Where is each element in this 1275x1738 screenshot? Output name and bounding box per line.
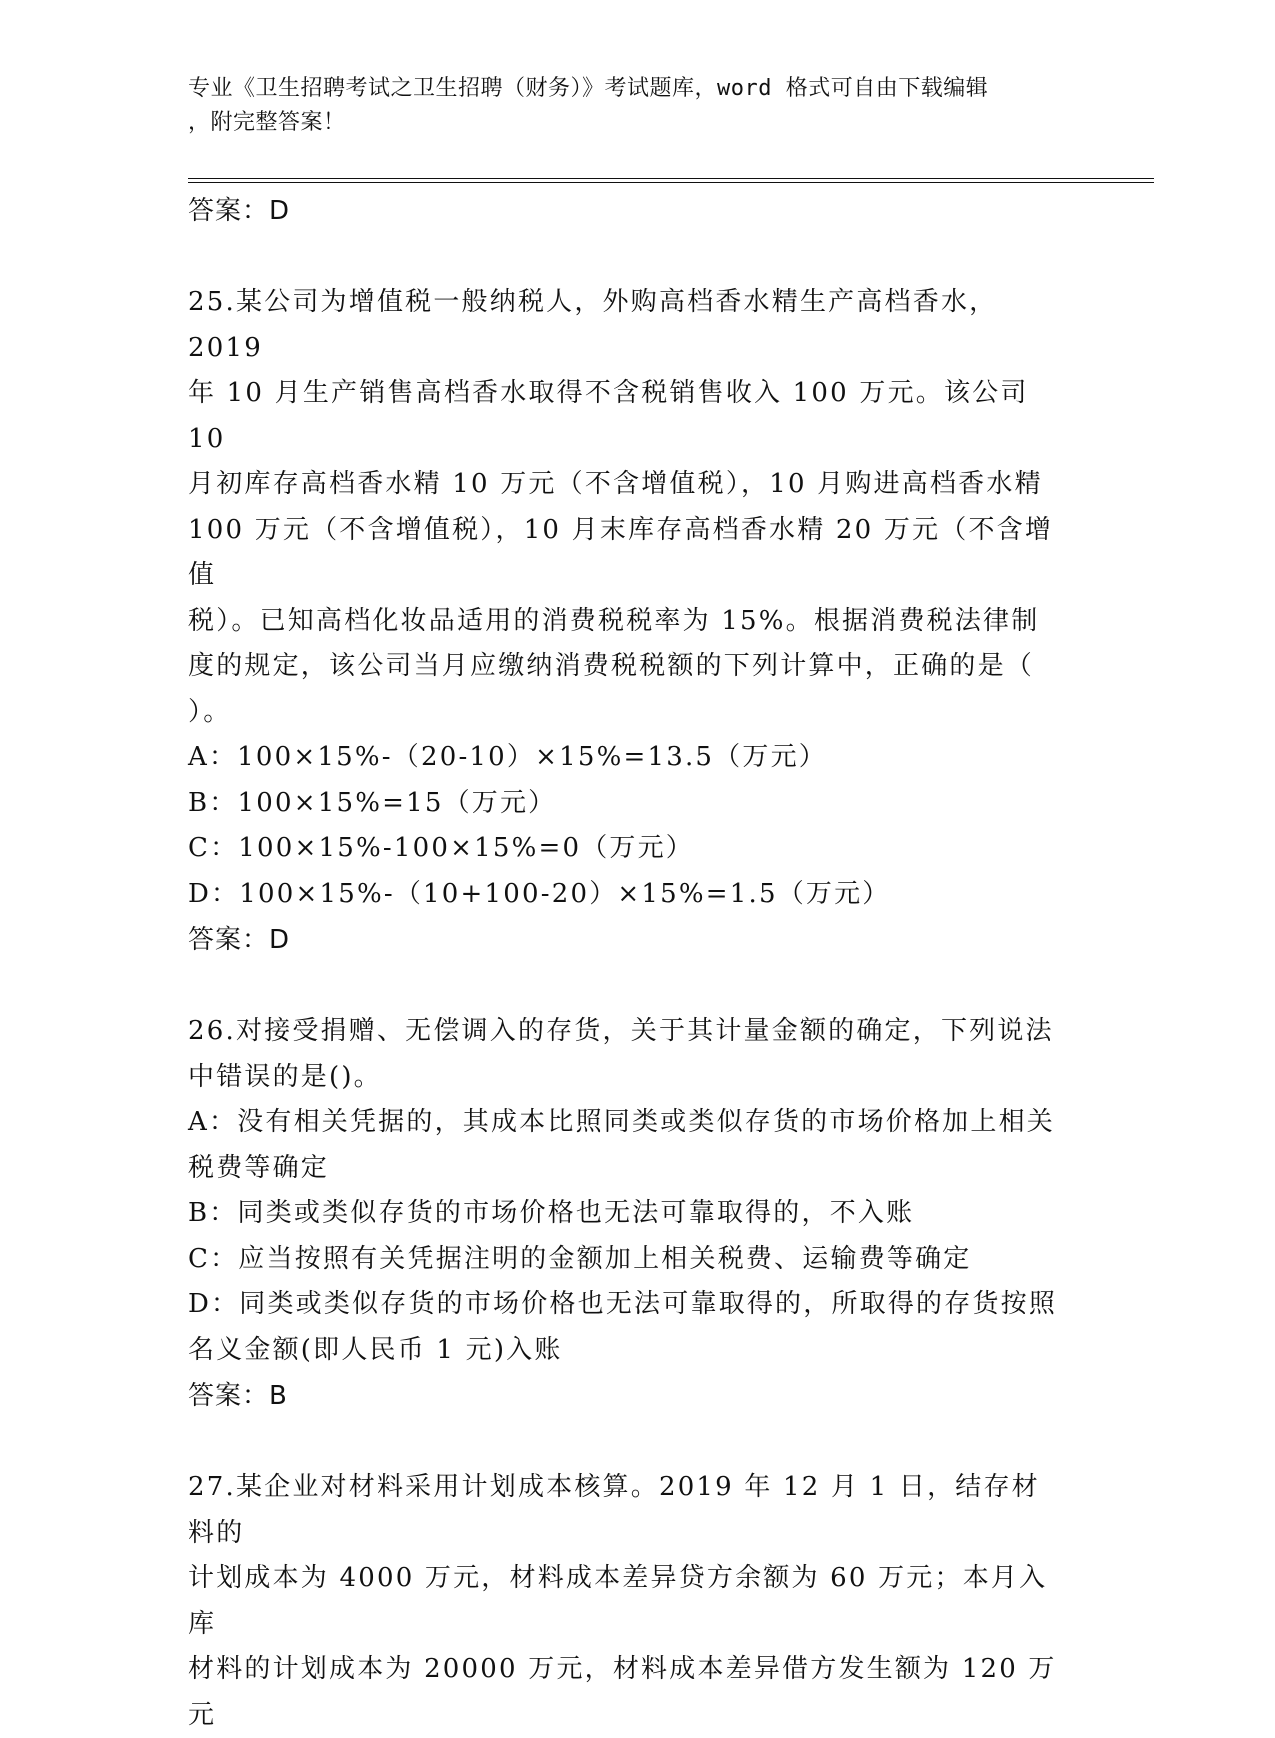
- previous-answer: 答案：D: [188, 196, 291, 226]
- option-a: A：没有相关凭据的，其成本比照同类或类似存货的市场价格加上相关: [188, 1107, 1055, 1137]
- header-divider: [188, 178, 1154, 183]
- spacer: [188, 963, 1068, 1009]
- answer-26: 答案：B: [188, 1381, 288, 1411]
- question-text-line: 材料的计划成本为 20000 万元，材料成本差异借方发生额为 120 万元: [188, 1654, 1057, 1730]
- question-27: [188, 1465, 1068, 1738]
- question-text-line: 25.某公司为增值税一般纳税人，外购高档香水精生产高档香水，2019: [188, 287, 998, 363]
- question-26: [188, 1009, 1068, 1419]
- spacer: [188, 234, 1068, 280]
- option-c: C：应当按照有关凭据注明的金额加上相关税费、运输费等确定: [188, 1243, 972, 1274]
- question-25: [188, 280, 1068, 963]
- page-header: [188, 72, 1088, 140]
- option-a: A：100×15%-（20-10）×15%=13.5（万元）: [188, 742, 827, 772]
- question-text-line: 税）。已知高档化妆品适用的消费税税率为 15%。根据消费税法律制: [188, 605, 1040, 636]
- option-b: B：100×15%=15（万元）: [188, 787, 557, 818]
- option-b: B：同类或类似存货的市场价格也无法可靠取得的，不入账: [188, 1198, 915, 1228]
- question-text-line: 计划成本为 4000 万元，材料成本差异贷方余额为 60 万元；本月入库: [188, 1563, 1048, 1639]
- question-text-line: 中错误的是()。: [188, 1061, 382, 1092]
- option-a-continued: 税费等确定: [188, 1152, 330, 1183]
- question-text-line: 26.对接受捐赠、无偿调入的存货，关于其计量金额的确定，下列说法: [188, 1016, 1054, 1046]
- header-title-line-2: ，附完整答案！: [188, 110, 346, 135]
- spacer: [188, 1419, 1068, 1465]
- question-text-line: 月初库存高档香水精 10 万元（不含增值税），10 月购进高档香水精: [188, 469, 1043, 499]
- question-text-line: 27.某企业对材料采用计划成本核算。2019 年 12 月 1 日，结存材料的: [188, 1472, 1040, 1548]
- question-text-line: 100 万元（不含增值税），10 月末库存高档香水精 20 万元（不含增值: [188, 514, 1054, 590]
- option-d-continued: 名义金额(即人民币 1 元)入账: [188, 1334, 563, 1365]
- option-c: C：100×15%-100×15%=0（万元）: [188, 833, 695, 863]
- question-text-line: ）。: [188, 696, 232, 727]
- option-d: D：同类或类似存货的市场价格也无法可靠取得的，所取得的存货按照: [188, 1289, 1058, 1319]
- answer-25: 答案：D: [188, 925, 291, 955]
- header-title-line-1: 专业《卫生招聘考试之卫生招聘（财务）》考试题库，word 格式可自由下载编辑: [188, 76, 989, 101]
- page-content: [188, 188, 1068, 1738]
- question-text-line: 度的规定，该公司当月应缴纳消费税税额的下列计算中，正确的是（: [188, 651, 1035, 681]
- option-d: D：100×15%-（10+100-20）×15%=1.5（万元）: [188, 878, 891, 909]
- question-text-line: 年 10 月生产销售高档香水取得不含税销售收入 100 万元。该公司 10: [188, 378, 1029, 454]
